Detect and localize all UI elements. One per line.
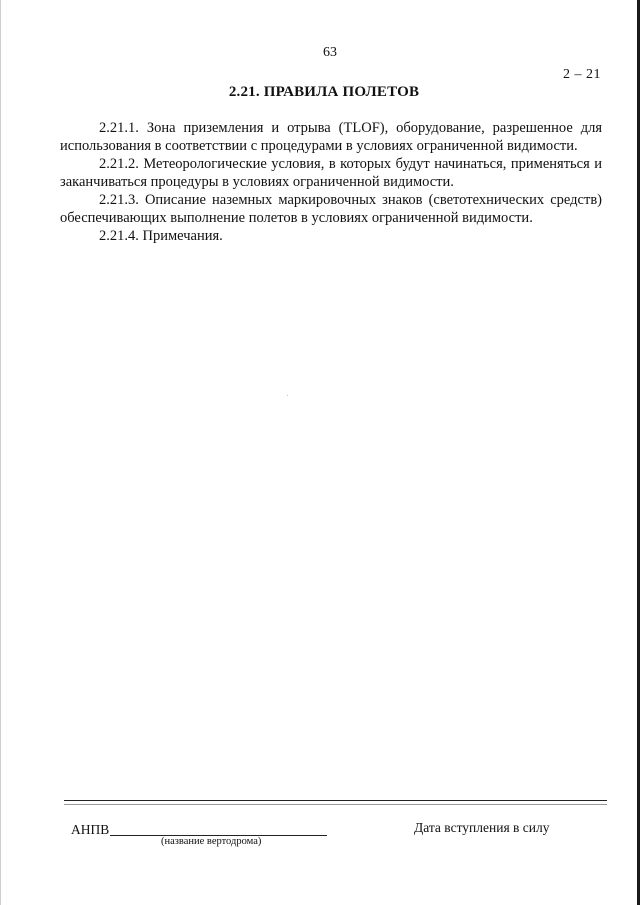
footer-divider [64,800,607,801]
heliport-name-caption: (название вертодрома) [161,836,262,847]
section-body [60,119,602,245]
effective-date-label: Дата вступления в силу [414,820,550,835]
paragraph-2-21-2: 2.21.2. Метеорологические условия, в которых будут начинаться, применяться и заканчиваться процедуры в условиях ограниченной видимости. [60,156,602,190]
paragraph-2-21-4: 2.21.4. Примечания. [99,228,223,244]
section-title: 2.21. ПРАВИЛА ПОЛЕТОВ [228,84,420,100]
scan-speck [287,395,288,396]
paragraph-2-21-3: 2.21.3. Описание наземных маркировочных знаков (светотехнических средств) обеспечивающих выполнение полетов в условиях ограниченной видимости. [60,192,602,226]
page-number: 63 [323,45,337,60]
scan-edge-left [0,0,1,905]
footer-doc-label: АНПВ [71,822,110,837]
section-code: 2 – 21 [563,67,601,82]
paragraph-2-21-1: 2.21.1. Зона приземления и отрыва (TLOF), оборудование, разрешенное для использования в соответствии с процедурами в условиях ограниченной видимости. [60,120,602,154]
footer-divider-secondary [64,804,607,805]
